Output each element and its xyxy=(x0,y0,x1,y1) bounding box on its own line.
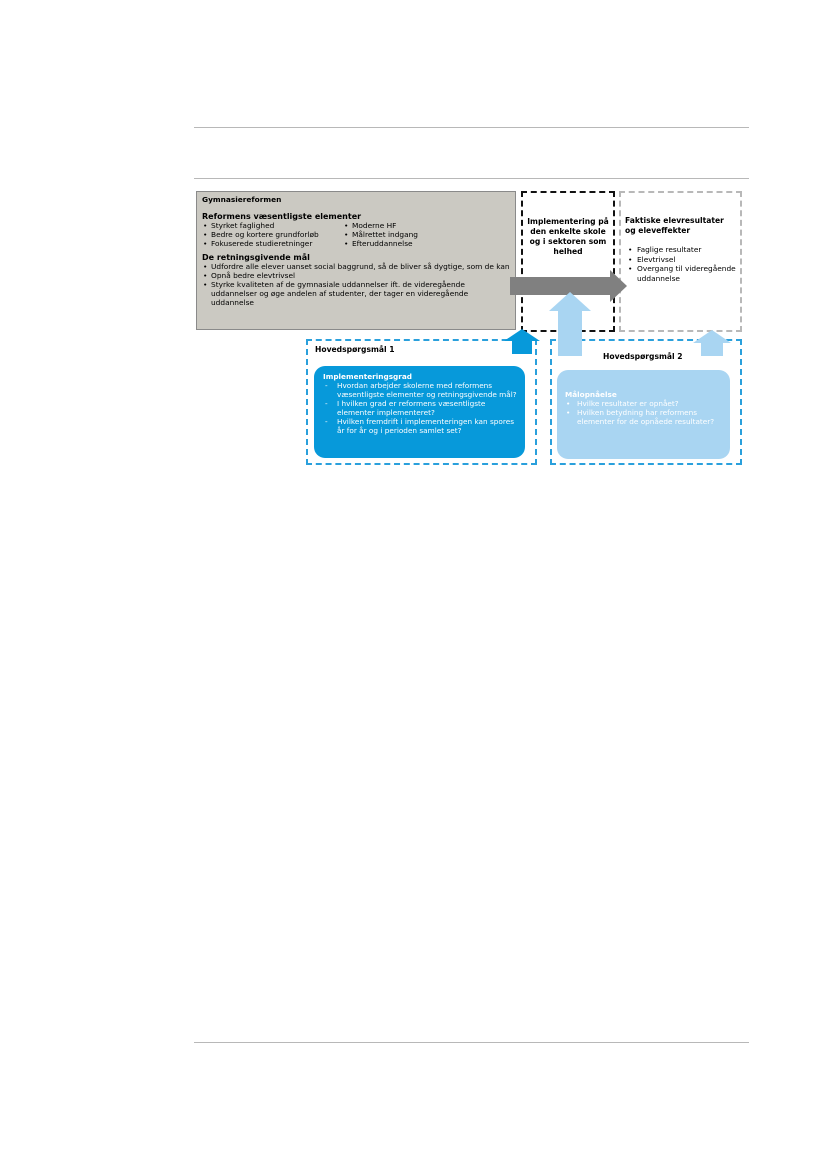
reform-title: Gymnasiereformen xyxy=(202,195,282,204)
question1-card xyxy=(314,366,525,458)
result-item: • Overgang til videregående uddannelse xyxy=(625,264,736,283)
element-item: • Moderne HF xyxy=(343,221,418,230)
goals-title: De retningsgivende mål xyxy=(202,253,310,262)
elements-title: Reformens væsentligste elementer xyxy=(202,212,362,221)
question2-card-title: Målopnåelse xyxy=(565,390,617,399)
question2-list xyxy=(565,399,722,426)
result-item: • Elevtrivsel xyxy=(625,255,736,265)
implementation-text: Implementering på den enkelte skole og i sektoren som helhed xyxy=(527,217,609,256)
question1-item: - Hvilken fremdrift i implementeringen kan spores år for år og i perioden samlet set? xyxy=(323,417,517,435)
question1-label: Hovedspørgsmål 1 xyxy=(315,345,395,354)
goal-item: • Udfordre alle elever uanset social baggrund, så de bliver så dygtige, som de kan xyxy=(202,262,510,271)
question1-item: - I hvilken grad er reformens væsentligste elementer implementeret? xyxy=(323,399,517,417)
center-up-arrow xyxy=(549,292,591,356)
question2-item: • Hvilke resultater er opnået? xyxy=(565,399,722,408)
results-up-arrow xyxy=(693,330,731,356)
question2-item: • Hvilken betydning har reformens elementer for de opnåede resultater? xyxy=(565,408,722,426)
question2-card xyxy=(557,370,730,459)
question1-list xyxy=(323,381,517,435)
question1-card-title: Implementeringsgrad xyxy=(323,372,413,381)
element-item: • Målrettet indgang xyxy=(343,230,418,239)
goal-item: • Opnå bedre elevtrivsel xyxy=(202,271,510,280)
element-item: • Efteruddannelse xyxy=(343,239,418,248)
element-item: • Styrket faglighed xyxy=(202,221,343,230)
question1-item: - Hvordan arbejder skolerne med reformens væsentligste elementer og retningsgivende mål? xyxy=(323,381,517,399)
goal-item: • Styrke kvaliteten af de gymnasiale uddannelser ift. de videregående uddannelser og øge andelen af studenter, der tager en videregående uddannelse xyxy=(202,280,510,307)
element-item: • Fokuserede studieretninger xyxy=(202,239,343,248)
result-item: • Faglige resultater xyxy=(625,245,736,255)
element-item: • Bedre og kortere grundforløb xyxy=(202,230,343,239)
results-title: Faktiske elevresultater og eleveffekter xyxy=(625,216,724,235)
implementation-up-arrow xyxy=(504,329,540,354)
question2-label: Hovedspørgsmål 2 xyxy=(603,352,683,361)
